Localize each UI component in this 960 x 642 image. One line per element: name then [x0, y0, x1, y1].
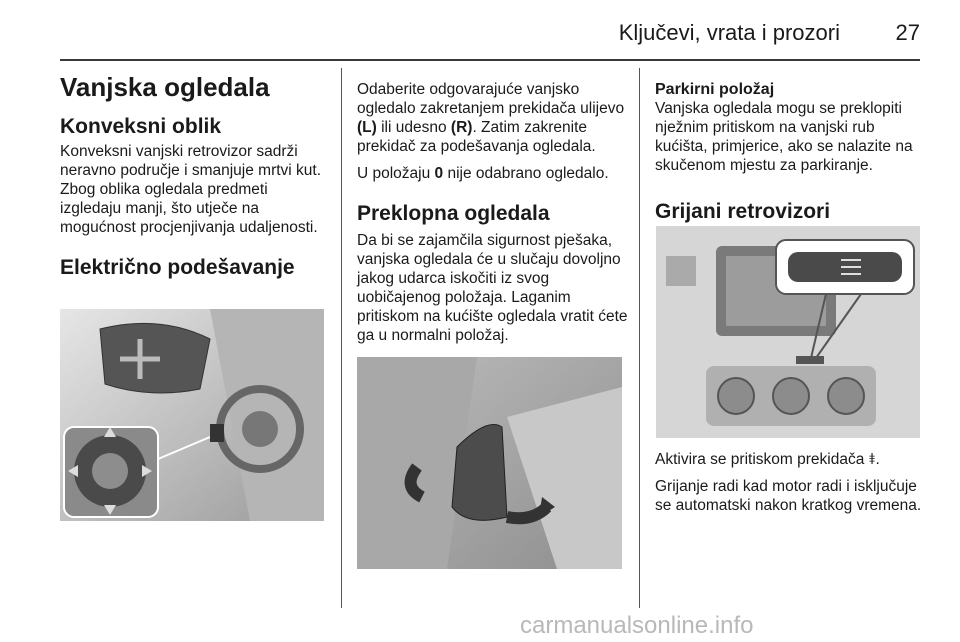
chapter-title: Ključevi, vrata i prozori: [618, 20, 840, 45]
paragraph: Konveksni vanjski retrovizor sadrži neravno područje i smanjuje mrtvi kut. Zbog oblika ogledala predmeti izgledaju manji, što utječe na mogućnost procjenjivanja udaljenosti.: [60, 143, 322, 236]
text-run: U položaju: [357, 165, 435, 182]
heated-mirror-icon: ⯒: [868, 451, 876, 468]
column-divider: [639, 68, 640, 608]
text-run: Aktivira se pritiskom prekidača: [655, 451, 869, 468]
column-3-lower: [655, 450, 923, 515]
bold-text: (L): [357, 119, 377, 136]
paragraph: Grijanje radi kad motor radi i isključuje se automatski nakon kratkog vremena.: [655, 478, 922, 514]
text-run: nije odabrano ogledalo.: [443, 165, 609, 182]
folding-mirror-photo: [357, 357, 622, 569]
subsection-title: Parkirni položaj: [655, 81, 775, 98]
page-header: [60, 18, 920, 58]
paragraph: Vanjska ogledala mogu se preklopiti nježnim pritiskom na vanjski rub kućišta, primjerice, ako se nalazite na skučenom mjestu za parkiranje.: [655, 100, 913, 174]
subsection-title: Preklopna ogledala: [357, 202, 550, 225]
paragraph: [655, 450, 923, 469]
section-title: Vanjska ogledala: [60, 72, 270, 102]
paragraph: [357, 164, 629, 183]
column-divider: [341, 68, 342, 608]
mirror-adjust-photo: [60, 309, 324, 521]
subsection-title: Električno podešavanje: [60, 256, 295, 279]
bold-text: (R): [450, 119, 473, 136]
bold-text: 0: [434, 165, 444, 182]
heated-mirror-photo: [656, 226, 920, 438]
page-number: 27: [895, 20, 920, 45]
watermark: carmanualsonline.info: [520, 612, 754, 639]
header-divider: [60, 59, 920, 61]
subsection-title: Grijani retrovizori: [655, 200, 831, 223]
text-run: ili udesno: [376, 119, 451, 136]
paragraph: [357, 80, 629, 156]
column-2: [357, 80, 629, 345]
column-1: [60, 72, 330, 281]
paragraph: Da bi se zajamčila sigurnost pješaka, vanjska ogledala će u slučaju dovoljno jakog udarca iskočiti iz svog uobičajenog položaja. Laganim pritiskom na kućište ogledala vratit ćete ga u normalni položaj.: [357, 232, 628, 344]
text-run: .: [875, 451, 880, 468]
subsection-title: Konveksni oblik: [60, 115, 222, 138]
text-run: Odaberite odgovarajuće vanjsko ogledalo zakretanjem prekidača ulijevo: [357, 81, 625, 117]
column-3: [655, 80, 923, 225]
text-run: . Zatim zakrenite prekidač za podešavanja ogledala.: [357, 119, 596, 155]
